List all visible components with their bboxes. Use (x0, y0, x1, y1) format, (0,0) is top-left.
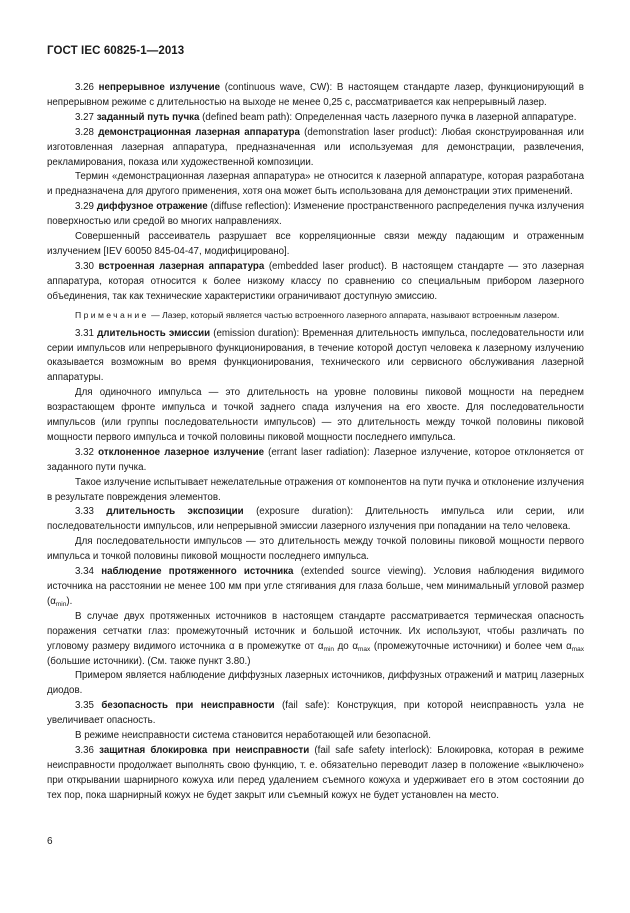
paragraph: Термин «демонстрационная лазерная аппаратура» не относится к лазерной аппаратуре, которая разработана и предназначена для другого применения, хотя она может быть использована для демонстрации этих применений. (47, 171, 584, 198)
paragraph: В режиме неисправности система становится неработающей или безопасной. (75, 730, 431, 742)
term: заданный путь пучка (96, 111, 200, 123)
note-label: Примечание (75, 309, 149, 320)
entry-3-34: 3.34 наблюдение протяженного источника (extended source viewing). Условия наблюдения видимого источника на расстоянии не менее 100 мм при угле стягивания для глаза больше, чем минимальный угловой размер $(\alpha_{min})$. (47, 566, 585, 608)
entry-3-31: 3.31 длительность эмиссии (emission duration): Временная длительность импульса, последовательности или серии импульсов или непрерывного функционирования, в течение которой доступ человека к лазерному излучению оказывается возможным во время функционирования, технического или сервисного обслуживания лазерной аппаратуры. (47, 327, 584, 384)
term: длительность экспозиции (106, 506, 244, 518)
term: встроенная лазерная аппаратура (98, 260, 265, 272)
term: наблюдение протяженного источника (101, 566, 294, 578)
entry-3-29: 3.29 диффузное отражение (diffuse reflection): Изменение пространственного распределения пучка излучения поверхностью или средой во многих направлениях. (47, 201, 584, 228)
paragraph: Такое излучение испытывает нежелательные отражения от компонентов на пути пучка и отклонение излучения в результате повреждения элементов. (47, 476, 584, 503)
term: безопасность при неисправности (101, 700, 275, 712)
entry-3-36: 3.36 защитная блокировка при неисправности (fail safe safety interlock): Блокировка, которая в режиме неисправности продолжает выполнять свою функцию, т. е. обязательно переводит лазер в положение «выключено» при открывании шарнирного кожуха или перед удалением съемного кожуха и удерживает его в этом состоянии до тех пор, пока шарнирный кожух не будет закрыт или съемный кожух не будет установлен на место. (47, 744, 584, 801)
entry-3-28: 3.28 демонстрационная лазерная аппаратура (demonstration laser product): Любая сконструированная или изготовленная лазерная аппаратура, предназначенная или используемая для демонстрации, развлечения, рекламирования, показа или художественной композиции. (47, 126, 584, 168)
paragraph: В случае двух протяженных источников в настоящем стандарте рассматривается термическая опасность поражения сетчатки глаз: промежуточный источник и большой источник. Их используют, чтобы различать по угловому размеру видимого источника α в промежутке от $\alpha_{min}$ до $\alpha_{max}$ (промежуточные источники) и более чем $\alpha_{max}$ (большие источники). (См. также пункт 3.80.) (47, 610, 584, 667)
note (47, 309, 584, 322)
entry-3-27: 3.27 заданный путь пучка (defined beam path): Определенная часть лазерного пучка в лазерной аппаратуре. (75, 111, 577, 123)
document-body (47, 81, 584, 804)
paragraph: Примером является наблюдение диффузных лазерных источников, диффузных отражений и матриц лазерных диодов. (47, 670, 584, 697)
page-number: 6 (47, 836, 53, 847)
entry-3-33: 3.33 длительность экспозиции (exposure duration): Длительность импульса или серии, или последовательности импульсов, или непрерывной эмиссии лазерного излучения при попадании на тело человека. (47, 506, 585, 533)
paragraph: Совершенный рассеиватель разрушает все корреляционные связи между падающим и отраженным излучением [IEV 60050 845-04-47, модифицировано]. (47, 231, 584, 257)
term: защитная блокировка при неисправности (99, 744, 310, 756)
entry-3-35: 3.35 безопасность при неисправности (fail safe): Конструкция, при которой неисправность узла не увеличивает опасность. (47, 700, 584, 727)
entry-3-26: 3.26 непрерывное излучение (continuous wave, CW): В настоящем стандарте лазер, функционирующий в непрерывном режиме с длительностью на выходе не менее 0,25 с, рассматривается как непрерывный лазер. (47, 82, 584, 108)
term: демонстрационная лазерная аппаратура (98, 126, 300, 138)
entry-3-30: 3.30 встроенная лазерная аппаратура (embedded laser product). В настоящем стандарте — это лазерная аппаратура, которая относится к более низкому классу по сравнению со специальным прибором лазерного объединения, так как технические характеристики ограничивают доступную эмиссию. (47, 260, 584, 302)
term: длительность эмиссии (97, 327, 211, 339)
standard-header: ГОСТ IEC 60825-1—2013 (47, 45, 185, 57)
paragraph: Для последовательности импульсов — это длительность между точкой половины пиковой мощности первого импульса и точкой половины пиковой мощности последнего импульса. (47, 536, 584, 563)
term: отклоненное лазерное излучение (98, 446, 265, 458)
note-text: — Лазер, который является частью встроенного лазерного аппарата, называют встроенным лазером. (151, 309, 560, 320)
entry-3-32: 3.32 отклоненное лазерное излучение (errant laser radiation): Лазерное излучение, которое отклоняется от заданного пути пучка. (47, 446, 584, 473)
term: диффузное отражение (96, 201, 208, 213)
paragraph: Для одиночного импульса — это длительность на уровне половины пиковой мощности на переднем возрастающем фронте импульса и точкой заднего спада излучения на его хвосте. Для последовательности импульсов (или группы последовательности импульсов) — это длительность между точкой половины пиковой мощности первого импульса и точкой половины пиковой мощности последнего импульса. (47, 387, 584, 443)
term: непрерывное излучение (98, 82, 221, 93)
